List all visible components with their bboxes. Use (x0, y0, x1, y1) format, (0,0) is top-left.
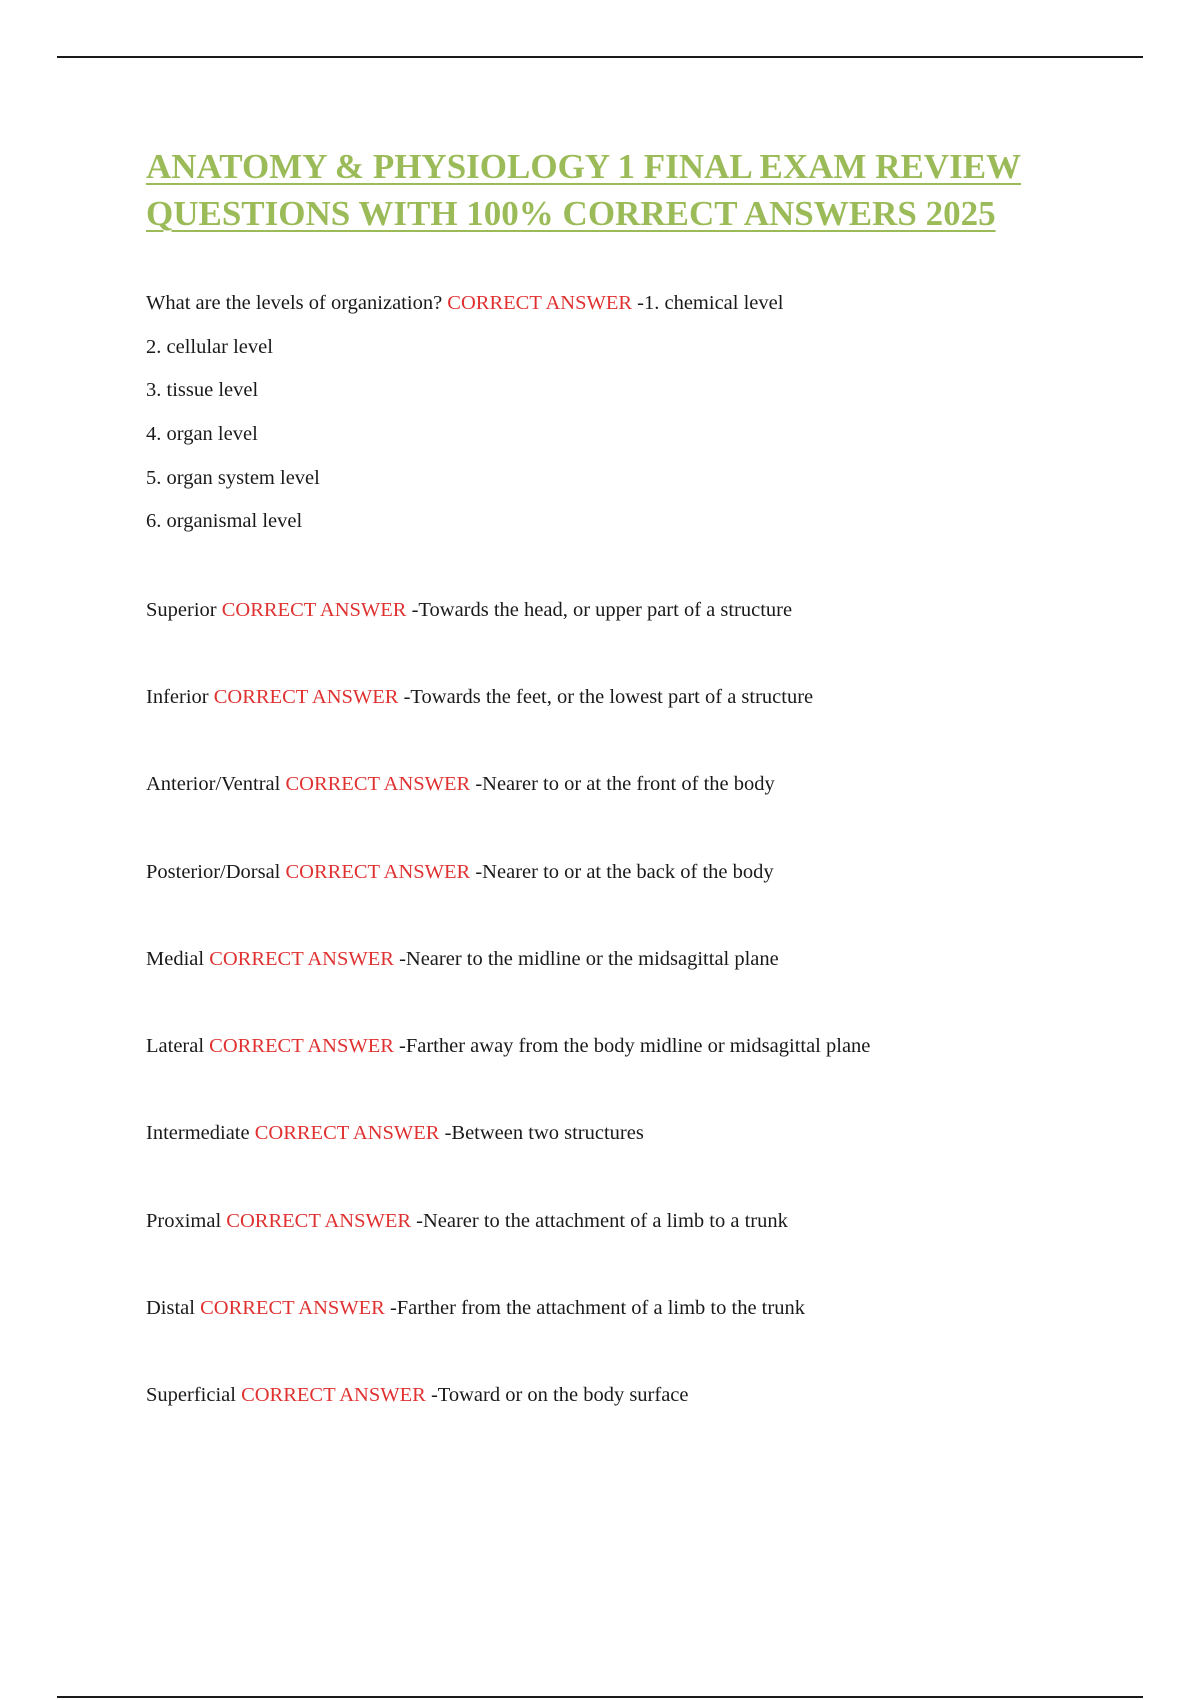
qa-item (146, 684, 813, 710)
qa-item (146, 1382, 689, 1408)
answer-continuation-line: 4. organ level (146, 423, 258, 445)
qa-term: Inferior (146, 686, 214, 708)
qa-item (146, 1033, 870, 1059)
correct-answer-label: CORRECT ANSWER (285, 773, 471, 795)
qa-answer: -Towards the feet, or the lowest part of a structure (398, 686, 814, 708)
qa-item (146, 859, 774, 885)
correct-answer-label: CORRECT ANSWER (254, 1122, 440, 1144)
qa-answer: -Between two structures (439, 1122, 644, 1144)
qa-answer: -Farther from the attachment of a limb to the trunk (384, 1297, 805, 1319)
question-levels-of-organization (146, 290, 783, 316)
qa-answer: -Nearer to or at the front of the body (470, 773, 775, 795)
footer-rule (57, 1696, 1143, 1698)
document-title-line-2: QUESTIONS WITH 100% CORRECT ANSWERS 2025 (146, 194, 996, 233)
question-answer: -1. chemical level (632, 292, 784, 314)
qa-item (146, 1208, 788, 1234)
answer-continuation-line: 2. cellular level (146, 336, 273, 358)
qa-answer: -Toward or on the body surface (425, 1384, 689, 1406)
document-header (146, 143, 1086, 237)
qa-term: Intermediate (146, 1122, 255, 1144)
qa-term: Proximal (146, 1210, 227, 1232)
qa-term: Anterior/Ventral (146, 773, 286, 795)
qa-answer: -Nearer to the midline or the midsagittal plane (393, 948, 779, 970)
qa-term: Superficial (146, 1384, 242, 1406)
qa-term: Lateral (146, 1035, 210, 1057)
correct-answer-label: CORRECT ANSWER (221, 599, 407, 621)
qa-item (146, 1120, 644, 1146)
correct-answer-label: CORRECT ANSWER (241, 1384, 426, 1406)
answer-continuation-line: 6. organismal level (146, 510, 303, 532)
correct-answer-label: CORRECT ANSWER (200, 1297, 385, 1319)
qa-item (146, 771, 775, 797)
question-prompt: What are the levels of organization? (146, 292, 448, 314)
correct-answer-label: CORRECT ANSWER (213, 686, 399, 708)
answer-continuation-line: 5. organ system level (146, 467, 320, 489)
header-rule (57, 56, 1143, 58)
qa-term: Distal (146, 1297, 201, 1319)
qa-item (146, 1295, 805, 1321)
correct-answer-label: CORRECT ANSWER (285, 861, 471, 883)
correct-answer-label: CORRECT ANSWER (447, 292, 633, 314)
qa-term: Posterior/Dorsal (146, 861, 286, 883)
qa-answer: -Farther away from the body midline or midsagittal plane (393, 1035, 871, 1057)
qa-answer: -Nearer to or at the back of the body (470, 861, 774, 883)
qa-term: Medial (146, 948, 210, 970)
document-title-line-1: ANATOMY & PHYSIOLOGY 1 FINAL EXAM REVIEW (146, 147, 1022, 186)
qa-answer: -Nearer to the attachment of a limb to a trunk (411, 1210, 788, 1232)
qa-answer: -Towards the head, or upper part of a structure (406, 599, 793, 621)
correct-answer-label: CORRECT ANSWER (209, 948, 394, 970)
qa-item (146, 946, 779, 972)
document-title (146, 143, 1086, 237)
correct-answer-label: CORRECT ANSWER (209, 1035, 394, 1057)
answer-continuation-line: 3. tissue level (146, 379, 259, 401)
qa-item (146, 597, 792, 623)
correct-answer-label: CORRECT ANSWER (226, 1210, 412, 1232)
qa-term: Superior (146, 599, 222, 621)
